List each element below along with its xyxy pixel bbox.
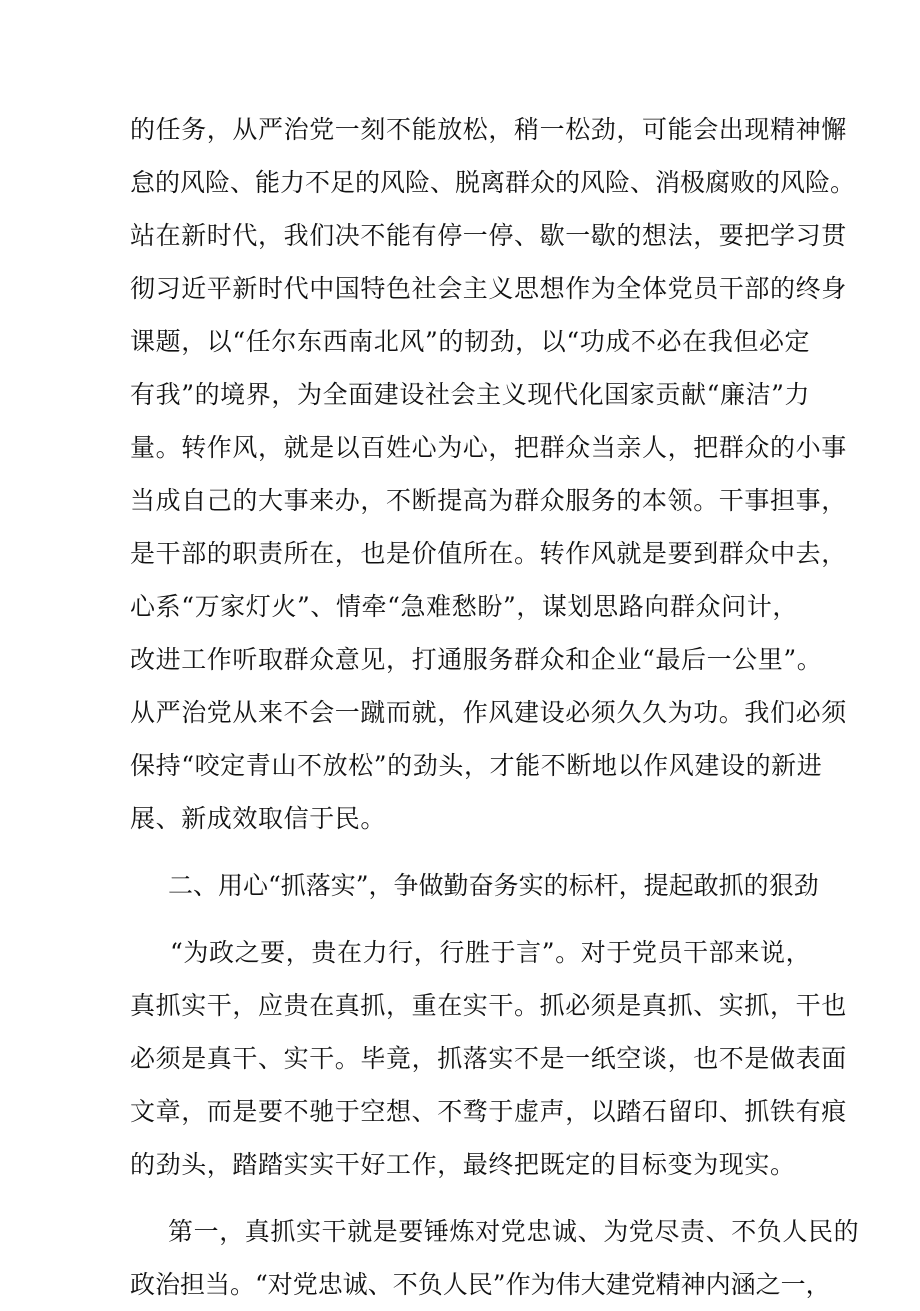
paragraph-spacer bbox=[130, 912, 810, 926]
paragraph-2 bbox=[130, 926, 847, 1191]
text-line: 从严治党从来不会一蹴而就，作风建设必须久久为功。我们必须 bbox=[130, 698, 847, 727]
paragraph-spacer bbox=[130, 1191, 810, 1205]
paragraph-spacer bbox=[130, 845, 810, 859]
text-line: 彻习近平新时代中国特色社会主义思想作为全体党员干部的终身 bbox=[130, 274, 847, 303]
text-line: 当成自己的大事来办，不断提高为群众服务的本领。干事担事， bbox=[130, 486, 847, 515]
text-line: 量。转作风，就是以百姓心为心，把群众当亲人，把群众的小事 bbox=[130, 433, 847, 462]
text-line: 的任务，从严治党一刻不能放松，稍一松劲，可能会出现精神懈 bbox=[130, 115, 847, 144]
text-line: 文章，而是要不驰于空想、不骛于虚声，以踏石留印、抓铁有痕 bbox=[130, 1097, 847, 1126]
section-heading: 二、用心“抓落实”，争做勤奋务实的标杆，提起敢抓的狠劲 bbox=[168, 871, 819, 900]
text-line: 保持“咬定青山不放松”的劲头，才能不断地以作风建设的新进 bbox=[130, 751, 823, 780]
paragraph-3 bbox=[130, 1205, 860, 1311]
text-line: 第一，真抓实干就是要锤炼对党忠诚、为党尽责、不负人民的 bbox=[168, 1217, 860, 1246]
text-line: 有我”的境界，为全面建设社会主义现代化国家贡献“廉洁”力 bbox=[130, 380, 811, 409]
text-line: 课题，以“任尔东西南北风”的韧劲，以“功成不必在我但必定 bbox=[130, 327, 811, 356]
text-line: 的劲头，踏踏实实干好工作，最终把既定的目标变为现实。 bbox=[130, 1150, 796, 1179]
text-line: 必须是真干、实干。毕竟，抓落实不是一纸空谈，也不是做表面 bbox=[130, 1044, 847, 1073]
text-line: 真抓实干，应贵在真抓，重在实干。抓必须是真抓、实抓，干也 bbox=[130, 991, 847, 1020]
text-line: 展、新成效取信于民。 bbox=[130, 804, 387, 833]
text-line: 站在新时代，我们决不能有停一停、歇一歇的想法，要把学习贯 bbox=[130, 221, 847, 250]
paragraph-1 bbox=[130, 103, 856, 845]
text-line: “为政之要，贵在力行，行胜于言”。对于党员干部来说， bbox=[170, 938, 812, 967]
text-line: 改进工作听取群众意见，打通服务群众和企业“最后一公里”。 bbox=[130, 645, 823, 674]
text-line: 心系“万家灯火”、情牵“急难愁盼”，谋划思路向群众问计， bbox=[130, 592, 798, 621]
text-line: 怠的风险、能力不足的风险、脱离群众的风险、消极腐败的风险。 bbox=[130, 168, 856, 197]
document-body bbox=[130, 103, 860, 1311]
text-line: 政治担当。“对党忠诚、不负人民”作为伟大建党精神内涵之一， bbox=[130, 1270, 831, 1299]
text-line: 是干部的职责所在，也是价值所在。转作风就是要到群众中去， bbox=[130, 539, 847, 568]
